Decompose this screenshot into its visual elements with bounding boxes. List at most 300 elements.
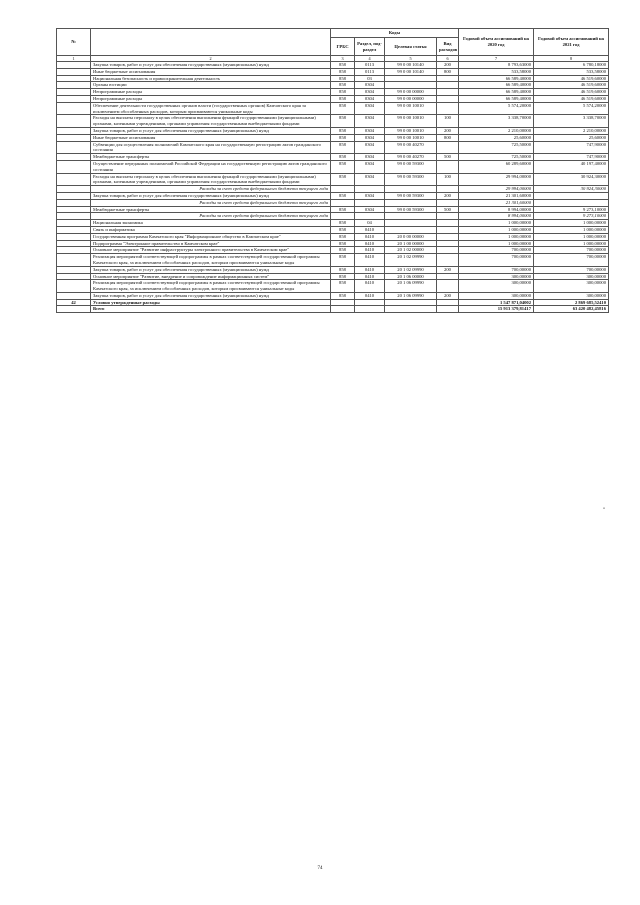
header-name	[91, 29, 331, 56]
row-section-cell	[355, 306, 385, 313]
row-amount-2020-cell: 8 793,63000	[459, 62, 534, 69]
row-amount-2020-cell: 60 289,60000	[459, 160, 534, 173]
row-name-cell: Государственная программа Камчатского края "Информационное общество в Камчатском крае"	[91, 233, 331, 240]
row-amount-2020-cell: 29 994,00000	[459, 186, 534, 193]
row-section-cell: 0304	[355, 154, 385, 161]
row-expense-type-cell	[437, 240, 459, 247]
row-name-cell: Закупка товаров, работ и услуг для обеспечения государственных (муниципальных) нужд	[91, 292, 331, 299]
row-amount-2020-cell: 700,00000	[459, 266, 534, 273]
row-number-cell	[57, 199, 91, 206]
row-section-cell: 0304	[355, 141, 385, 154]
row-article-cell	[385, 306, 437, 313]
row-grbs-cell: 858	[331, 160, 355, 173]
table-row	[57, 68, 609, 75]
row-amount-2021-cell: 1 000,00000	[534, 220, 609, 227]
row-amount-2021-cell: 9 273,10000	[534, 213, 609, 220]
row-amount-2021-cell: 40 197,40000	[534, 160, 609, 173]
row-amount-2021-cell: 700,00000	[534, 266, 609, 273]
row-section-cell: 0304	[355, 192, 385, 199]
row-number-cell	[57, 89, 91, 96]
row-expense-type-cell: 800	[437, 68, 459, 75]
row-amount-2020-cell: 5 574,20000	[459, 102, 534, 115]
row-name-cell: Расходы за счет средств федерального бюджета текущего года	[91, 199, 331, 206]
row-number-cell	[57, 226, 91, 233]
header-year-2021: Годовой объем ассигнований на 2021 год	[534, 29, 609, 56]
row-expense-type-cell	[437, 306, 459, 313]
row-article-cell	[385, 199, 437, 206]
row-article-cell	[385, 75, 437, 82]
row-number-cell	[57, 127, 91, 134]
row-grbs-cell	[331, 199, 355, 206]
row-number-cell	[57, 220, 91, 227]
row-name-cell: Связь и информатика	[91, 226, 331, 233]
row-article-cell: 99 0 00 10010	[385, 127, 437, 134]
row-section-cell: 0304	[355, 82, 385, 89]
column-number-label: 7	[459, 56, 534, 62]
row-article-cell: 99 0 00 10010	[385, 134, 437, 141]
row-name-cell: Межбюджетные трансферты	[91, 206, 331, 213]
row-number-cell	[57, 240, 91, 247]
table-row	[57, 62, 609, 69]
row-article-cell: 20 1 00 00000	[385, 240, 437, 247]
row-name-cell: Непрограммные расходы	[91, 95, 331, 102]
row-amount-2021-cell: 700,00000	[534, 247, 609, 254]
row-name-cell: Межбюджетные трансферты	[91, 154, 331, 161]
row-amount-2020-cell: 300,00000	[459, 280, 534, 293]
column-number-label: 1	[57, 56, 91, 62]
row-section-cell: 0304	[355, 173, 385, 186]
row-article-cell: 20 1 02 09990	[385, 254, 437, 267]
row-amount-2020-cell: 66 589,40000	[459, 75, 534, 82]
row-name-cell: Осуществление переданных полномочий Российской Федерации на государственную регистрацию актов гражданского состояния	[91, 160, 331, 173]
row-amount-2021-cell: 300,00000	[534, 273, 609, 280]
row-expense-type-cell	[437, 233, 459, 240]
row-amount-2021-cell: 1 000,00000	[534, 226, 609, 233]
row-section-cell: 0304	[355, 206, 385, 213]
row-grbs-cell: 858	[331, 192, 355, 199]
row-amount-2020-cell: 2 210,00000	[459, 127, 534, 134]
row-amount-2021-cell	[534, 199, 609, 206]
row-section-cell: 0304	[355, 89, 385, 96]
row-amount-2020-cell: 66 589,40000	[459, 95, 534, 102]
table-row	[57, 75, 609, 82]
row-number-cell	[57, 273, 91, 280]
row-name-cell: Расходы за счет средств федерального бюджета текущего года	[91, 213, 331, 220]
row-section-cell: 0410	[355, 280, 385, 293]
row-name-cell: Закупка товаров, работ и услуг для обеспечения государственных (муниципальных) нужд	[91, 192, 331, 199]
row-article-cell	[385, 186, 437, 193]
row-amount-2021-cell: 63 420 482,45816	[534, 306, 609, 313]
row-grbs-cell: 858	[331, 280, 355, 293]
budget-table-sheet	[56, 28, 608, 313]
row-section-cell: 0410	[355, 266, 385, 273]
row-expense-type-cell	[437, 226, 459, 233]
row-amount-2020-cell: 300,00000	[459, 292, 534, 299]
header-section: Раздел, под-раздел	[355, 38, 385, 56]
row-number-cell	[57, 173, 91, 186]
row-amount-2020-cell: 725,50000	[459, 154, 534, 161]
table-row	[57, 141, 609, 154]
row-article-cell: 99 0 00 00000	[385, 89, 437, 96]
row-grbs-cell: 858	[331, 89, 355, 96]
row-number-cell	[57, 192, 91, 199]
row-amount-2021-cell: 9 273,10000	[534, 206, 609, 213]
row-amount-2020-cell: 29 994,00000	[459, 173, 534, 186]
row-section-cell: 03	[355, 75, 385, 82]
row-number-cell	[57, 254, 91, 267]
row-article-cell: 99 0 00 10010	[385, 115, 437, 128]
row-number-cell	[57, 141, 91, 154]
row-name-cell: Всего	[91, 306, 331, 313]
table-row	[57, 206, 609, 213]
row-section-cell: 0410	[355, 247, 385, 254]
row-amount-2021-cell: 30 924,30000	[534, 173, 609, 186]
row-amount-2021-cell: 1 000,00000	[534, 240, 609, 247]
row-name-cell: Иные бюджетные ассигнования	[91, 68, 331, 75]
column-number-label: 8	[534, 56, 609, 62]
row-grbs-cell: 858	[331, 82, 355, 89]
row-amount-2021-cell: 300,00000	[534, 292, 609, 299]
row-amount-2020-cell: 15 913 379,81417	[459, 306, 534, 313]
row-amount-2021-cell: 30 924,30000	[534, 186, 609, 193]
table-row	[57, 292, 609, 299]
header-number: №	[57, 29, 91, 56]
row-grbs-cell: 858	[331, 141, 355, 154]
row-number-cell	[57, 115, 91, 128]
row-grbs-cell: 858	[331, 75, 355, 82]
row-expense-type-cell	[437, 220, 459, 227]
row-article-cell: 99 0 00 59300	[385, 206, 437, 213]
table-row	[57, 127, 609, 134]
row-expense-type-cell	[437, 102, 459, 115]
row-grbs-cell	[331, 306, 355, 313]
row-article-cell: 99 0 00 40270	[385, 154, 437, 161]
table-row	[57, 299, 609, 306]
row-amount-2020-cell: 700,00000	[459, 254, 534, 267]
row-expense-type-cell	[437, 95, 459, 102]
row-expense-type-cell	[437, 280, 459, 293]
row-grbs-cell: 858	[331, 154, 355, 161]
row-number-cell	[57, 206, 91, 213]
row-amount-2021-cell: 300,00000	[534, 280, 609, 293]
table-row	[57, 154, 609, 161]
table-row	[57, 213, 609, 220]
row-name-cell: Расходы на выплаты персоналу в целях обеспечения выполнения функций государственными (муниципальными) органами, казенными учреждениями, органами управления государственными внебюджетными фондами	[91, 115, 331, 128]
row-number-cell	[57, 62, 91, 69]
row-section-cell: 0113	[355, 62, 385, 69]
row-number-cell	[57, 247, 91, 254]
row-grbs-cell: 858	[331, 273, 355, 280]
table-row	[57, 247, 609, 254]
row-amount-2020-cell: 1 000,00000	[459, 220, 534, 227]
row-number-cell	[57, 266, 91, 273]
row-section-cell: 0410	[355, 240, 385, 247]
row-name-cell: Закупка товаров, работ и услуг для обеспечения государственных (муниципальных) нужд	[91, 62, 331, 69]
row-article-cell	[385, 82, 437, 89]
row-name-cell: Непрограммные расходы	[91, 89, 331, 96]
table-row	[57, 199, 609, 206]
row-article-cell: 99 0 00 59300	[385, 160, 437, 173]
row-number-cell	[57, 280, 91, 293]
row-grbs-cell: 858	[331, 115, 355, 128]
row-grbs-cell: 858	[331, 233, 355, 240]
table-row	[57, 173, 609, 186]
row-grbs-cell: 858	[331, 226, 355, 233]
row-name-cell: Основное мероприятие "Развитие инфраструктуры электронного правительства в Камчатском крае"	[91, 247, 331, 254]
row-amount-2020-cell: 700,00000	[459, 247, 534, 254]
table-row	[57, 233, 609, 240]
row-amount-2020-cell: 725,50000	[459, 141, 534, 154]
table-row	[57, 102, 609, 115]
row-expense-type-cell: 100	[437, 115, 459, 128]
row-article-cell: 20 1 06 09990	[385, 292, 437, 299]
column-number-label: 3	[331, 56, 355, 62]
row-article-cell: 20 1 02 09990	[385, 266, 437, 273]
row-section-cell	[355, 299, 385, 306]
row-name-cell: Расходы на выплаты персоналу в целях обеспечения выполнения функций государственными (муниципальными) органами, казенными учреждениями, органами управления государственными внебюджетными фондами	[91, 173, 331, 186]
row-section-cell: 0410	[355, 273, 385, 280]
row-grbs-cell: 858	[331, 247, 355, 254]
row-article-cell: 99 0 00 40270	[385, 141, 437, 154]
row-article-cell	[385, 220, 437, 227]
row-article-cell: 99 0 00 00000	[385, 95, 437, 102]
row-expense-type-cell: 800	[437, 134, 459, 141]
row-expense-type-cell	[437, 199, 459, 206]
page-number: 74	[317, 866, 323, 871]
row-expense-type-cell: 200	[437, 266, 459, 273]
row-expense-type-cell	[437, 213, 459, 220]
row-name-cell: Иные бюджетные ассигнования	[91, 134, 331, 141]
row-amount-2021-cell: 46 519,60000	[534, 82, 609, 89]
row-grbs-cell: 858	[331, 127, 355, 134]
header-codes: Коды	[331, 29, 459, 38]
row-amount-2021-cell: 46 519,60000	[534, 95, 609, 102]
row-grbs-cell: 858	[331, 68, 355, 75]
row-article-cell: 99 0 00 59300	[385, 192, 437, 199]
row-grbs-cell: 858	[331, 292, 355, 299]
row-number-cell	[57, 82, 91, 89]
row-name-cell: Условно утвержденные расходы	[91, 299, 331, 306]
row-number-cell	[57, 186, 91, 193]
continuation-mark: »	[603, 505, 605, 510]
table-row	[57, 226, 609, 233]
row-amount-2020-cell: 25,60000	[459, 134, 534, 141]
row-section-cell	[355, 213, 385, 220]
row-amount-2020-cell: 66 589,40000	[459, 82, 534, 89]
row-number-cell	[57, 306, 91, 313]
table-row	[57, 280, 609, 293]
row-number-cell	[57, 102, 91, 115]
row-expense-type-cell: 100	[437, 173, 459, 186]
row-article-cell: 20 1 06 00000	[385, 273, 437, 280]
table-row	[57, 254, 609, 267]
row-article-cell: 99 0 00 10140	[385, 68, 437, 75]
row-expense-type-cell	[437, 82, 459, 89]
row-section-cell: 0410	[355, 233, 385, 240]
row-amount-2021-cell: 1 000,00000	[534, 233, 609, 240]
row-article-cell: 99 0 00 10010	[385, 102, 437, 115]
row-amount-2021-cell: 747,90000	[534, 141, 609, 154]
header-grbs: ГРБС	[331, 38, 355, 56]
row-amount-2021-cell: 3 338,70000	[534, 115, 609, 128]
row-grbs-cell: 858	[331, 266, 355, 273]
row-grbs-cell: 858	[331, 220, 355, 227]
table-row	[57, 273, 609, 280]
row-number-cell	[57, 154, 91, 161]
column-number-label: 5	[385, 56, 437, 62]
table-row	[57, 134, 609, 141]
row-amount-2020-cell: 21 301,60000	[459, 192, 534, 199]
row-expense-type-cell	[437, 75, 459, 82]
row-amount-2020-cell: 1 547 871,04002	[459, 299, 534, 306]
table-row	[57, 95, 609, 102]
row-section-cell: 0304	[355, 115, 385, 128]
row-expense-type-cell	[437, 141, 459, 154]
row-amount-2021-cell: 5 574,20000	[534, 102, 609, 115]
row-name-cell: Закупка товаров, работ и услуг для обеспечения государственных (муниципальных) нужд	[91, 127, 331, 134]
row-amount-2020-cell: 66 589,40000	[459, 89, 534, 96]
table-row	[57, 82, 609, 89]
row-expense-type-cell	[437, 254, 459, 267]
table-body	[57, 62, 609, 313]
row-amount-2021-cell: 533,58000	[534, 68, 609, 75]
row-grbs-cell: 858	[331, 62, 355, 69]
table-row	[57, 115, 609, 128]
row-number-cell	[57, 75, 91, 82]
row-amount-2021-cell: 25,60000	[534, 134, 609, 141]
row-section-cell: 0410	[355, 254, 385, 267]
row-name-cell: Основное мероприятие "Развитие, внедрение и сопровождение информационных систем"	[91, 273, 331, 280]
row-number-cell	[57, 292, 91, 299]
row-name-cell: Субвенции для осуществления полномочий Камчатского края на государственную регистрацию актов гражданского состояния	[91, 141, 331, 154]
row-expense-type-cell	[437, 89, 459, 96]
row-amount-2021-cell: 700,00000	[534, 254, 609, 267]
header-article: Целевая статья	[385, 38, 437, 56]
row-expense-type-cell	[437, 299, 459, 306]
row-section-cell: 0410	[355, 292, 385, 299]
row-grbs-cell	[331, 186, 355, 193]
row-amount-2020-cell: 8 994,00000	[459, 206, 534, 213]
row-section-cell: 0304	[355, 95, 385, 102]
row-number-cell	[57, 160, 91, 173]
table-row	[57, 89, 609, 96]
row-expense-type-cell: 200	[437, 292, 459, 299]
row-number-cell	[57, 233, 91, 240]
row-grbs-cell: 858	[331, 206, 355, 213]
header-expense-type: Вид расходов	[437, 38, 459, 56]
row-name-cell: Национальная безопасность и правоохранительная деятельность	[91, 75, 331, 82]
row-section-cell: 04	[355, 220, 385, 227]
column-number-label: 2	[91, 56, 331, 62]
row-number-cell: 42	[57, 299, 91, 306]
row-amount-2021-cell: 2 210,00000	[534, 127, 609, 134]
row-section-cell	[355, 199, 385, 206]
row-section-cell: 0304	[355, 134, 385, 141]
row-expense-type-cell: 200	[437, 192, 459, 199]
row-article-cell: 99 0 00 59300	[385, 173, 437, 186]
row-grbs-cell	[331, 213, 355, 220]
row-grbs-cell: 858	[331, 240, 355, 247]
row-amount-2020-cell: 1 000,00000	[459, 233, 534, 240]
row-name-cell: Реализация мероприятий соответствующей подпрограммы в рамках соответствующей государственной программы Камчатского края, за исключением обособленных расходов, которым присваиваются уникальные коды	[91, 254, 331, 267]
row-section-cell: 0304	[355, 160, 385, 173]
row-article-cell	[385, 213, 437, 220]
table-row	[57, 186, 609, 193]
table-row	[57, 160, 609, 173]
row-expense-type-cell	[437, 273, 459, 280]
row-grbs-cell: 858	[331, 134, 355, 141]
row-grbs-cell: 858	[331, 95, 355, 102]
row-grbs-cell: 858	[331, 173, 355, 186]
column-number-label: 6	[437, 56, 459, 62]
row-grbs-cell: 858	[331, 254, 355, 267]
row-amount-2020-cell: 8 994,00000	[459, 213, 534, 220]
row-section-cell: 0304	[355, 127, 385, 134]
row-article-cell: 20 0 00 00000	[385, 233, 437, 240]
row-number-cell	[57, 95, 91, 102]
row-name-cell: Реализация мероприятий соответствующей подпрограммы в рамках соответствующей государственной программы Камчатского края, за исключением обособленных расходов, которым присваиваются уникальные коды	[91, 280, 331, 293]
table-row	[57, 192, 609, 199]
budget-table	[56, 28, 609, 313]
row-amount-2020-cell: 300,00000	[459, 273, 534, 280]
row-expense-type-cell: 500	[437, 206, 459, 213]
row-section-cell: 0410	[355, 226, 385, 233]
row-grbs-cell: 858	[331, 102, 355, 115]
table-row	[57, 220, 609, 227]
row-expense-type-cell: 200	[437, 127, 459, 134]
row-name-cell: Расходы за счет средств федерального бюджета текущего года	[91, 186, 331, 193]
row-number-cell	[57, 134, 91, 141]
row-amount-2020-cell: 21 301,60000	[459, 199, 534, 206]
row-name-cell: Национальная экономика	[91, 220, 331, 227]
row-name-cell: Органы юстиции	[91, 82, 331, 89]
row-amount-2021-cell: 2 869 685,52410	[534, 299, 609, 306]
row-amount-2020-cell: 3 338,70000	[459, 115, 534, 128]
row-amount-2021-cell: 747,90000	[534, 154, 609, 161]
row-name-cell: Закупка товаров, работ и услуг для обеспечения государственных (муниципальных) нужд	[91, 266, 331, 273]
row-number-cell	[57, 68, 91, 75]
row-name-cell: Подпрограмма "Электронное правительство в Камчатском крае"	[91, 240, 331, 247]
row-grbs-cell	[331, 299, 355, 306]
table-row	[57, 306, 609, 313]
header-year-2020: Годовой объем ассигнований на 2020 год	[459, 29, 534, 56]
row-section-cell: 0113	[355, 68, 385, 75]
row-section-cell	[355, 186, 385, 193]
row-amount-2021-cell: 46 519,60000	[534, 75, 609, 82]
row-name-cell: Обеспечение деятельности государственных органов власти (государственных органов) Камчатского края за исключением обособленных расходов, которым присваиваются уникальные коды	[91, 102, 331, 115]
table-row	[57, 266, 609, 273]
row-amount-2020-cell: 1 000,00000	[459, 226, 534, 233]
row-article-cell: 99 0 00 10140	[385, 62, 437, 69]
row-article-cell: 20 1 02 00000	[385, 247, 437, 254]
row-expense-type-cell	[437, 160, 459, 173]
row-amount-2021-cell	[534, 192, 609, 199]
row-amount-2020-cell: 1 000,00000	[459, 240, 534, 247]
row-amount-2021-cell: 6 780,18000	[534, 62, 609, 69]
row-amount-2021-cell: 46 519,60000	[534, 89, 609, 96]
row-expense-type-cell	[437, 186, 459, 193]
row-article-cell	[385, 226, 437, 233]
row-article-cell	[385, 299, 437, 306]
row-article-cell: 20 1 06 09990	[385, 280, 437, 293]
row-number-cell	[57, 213, 91, 220]
column-number-label: 4	[355, 56, 385, 62]
row-section-cell: 0304	[355, 102, 385, 115]
row-expense-type-cell: 200	[437, 62, 459, 69]
row-amount-2020-cell: 533,58000	[459, 68, 534, 75]
row-expense-type-cell: 500	[437, 154, 459, 161]
table-row	[57, 240, 609, 247]
